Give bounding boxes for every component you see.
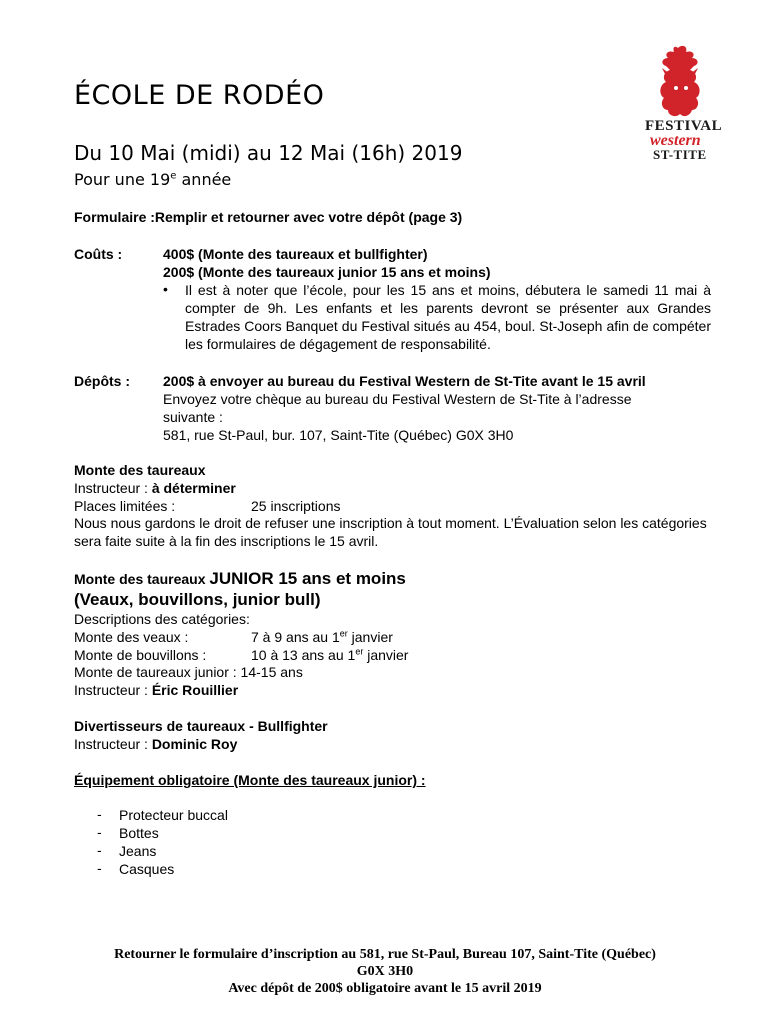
junior-desc: Descriptions des catégories:	[74, 611, 250, 627]
bullfighter-heading: Divertisseurs de taureaux - Bullfighter	[74, 718, 328, 734]
couts-line1: 400$ (Monte des taureaux et bullfighter)	[163, 246, 428, 262]
monte-heading: Monte des taureaux	[74, 462, 206, 478]
depots-address: 581, rue St-Paul, bur. 107, Saint-Tite (Québec) G0X 3H0	[163, 427, 514, 443]
depots-label: Dépôts :	[74, 373, 130, 389]
dash-icon: -	[97, 824, 102, 840]
monte-places: Places limitées : 25 inscriptions	[74, 498, 341, 514]
page-title: ÉCOLE DE RODÉO	[74, 80, 325, 111]
footer-line3: Avec dépôt de 200$ obligatoire avant le 15 avril 2019	[228, 981, 542, 996]
bullfighter-instructeur: Instructeur : Dominic Roy	[74, 736, 238, 752]
couts-bullet-text: Il est à noter que l’école, pour les 15 ans et moins, débutera le samedi 11 mai à compter de 9h. Les enfants et les parents devront se présenter aux Grandes Estrades Coors Banquet du Festival situés au 454, boul. St-Joseph afin de compéter les formulaires de dégagement de responsabilité.	[185, 282, 711, 352]
logo-text-st-tite: ST-TITE	[653, 147, 707, 162]
couts-line2: 200$ (Monte des taureaux junior 15 ans et moins)	[163, 264, 491, 280]
logo-text-festival: FESTIVAL	[645, 118, 723, 134]
equipement-heading: Équipement obligatoire (Monte des taureaux junior) :	[74, 772, 426, 788]
monte-note: Nous nous gardons le droit de refuser une inscription à tout moment. L’Évaluation selon les catégories sera faite suite à la fin des inscriptions le 15 avril.	[74, 515, 707, 549]
dash-icon: -	[97, 842, 102, 858]
equipement-item: Bottes	[119, 825, 159, 841]
junior-cat1: Monte des veaux : 7 à 9 ans au 1er janvier	[74, 628, 393, 645]
formulaire-text: Remplir et retourner avec votre dépôt (page 3)	[154, 209, 463, 225]
junior-instructeur: Instructeur : Éric Rouillier	[74, 682, 239, 698]
logo-text-western: western	[650, 132, 701, 149]
junior-cat3: Monte de taureaux junior : 14-15 ans	[74, 664, 303, 680]
equipement-item: Casques	[119, 861, 175, 877]
bullet-icon: •	[163, 281, 168, 297]
junior-cat2: Monte de bouvillons : 10 à 13 ans au 1er janvier	[74, 646, 409, 663]
equipement-item: Jeans	[119, 843, 157, 859]
depots-line1: 200$ à envoyer au bureau du Festival Western de St-Tite avant le 15 avril	[163, 373, 646, 389]
event-dates: Du 10 Mai (midi) au 12 Mai (16h) 2019	[74, 141, 463, 165]
footer-line2: G0X 3H0	[356, 964, 414, 979]
edition-text: Pour une 19e année	[74, 170, 232, 189]
monte-instructeur: Instructeur : à déterminer	[74, 480, 236, 496]
dash-icon: -	[97, 806, 102, 822]
formulaire-label: Formulaire :	[74, 209, 155, 225]
couts-label: Coûts :	[74, 246, 123, 262]
footer-line1: Retourner le formulaire d’inscription au 581, rue St-Paul, Bureau 107, Saint-Tite (Québec)	[114, 947, 656, 962]
dash-icon: -	[97, 860, 102, 876]
formulaire-row	[74, 208, 462, 226]
junior-heading-line2: (Veaux, bouvillons, junior bull)	[74, 590, 321, 609]
depots-line2: Envoyez votre chèque au bureau du Festival Western de St-Tite à l’adresse suivante :	[163, 391, 632, 425]
junior-heading: Monte des taureaux JUNIOR 15 ans et moins	[74, 569, 406, 588]
equipement-item: Protecteur buccal	[119, 807, 228, 823]
